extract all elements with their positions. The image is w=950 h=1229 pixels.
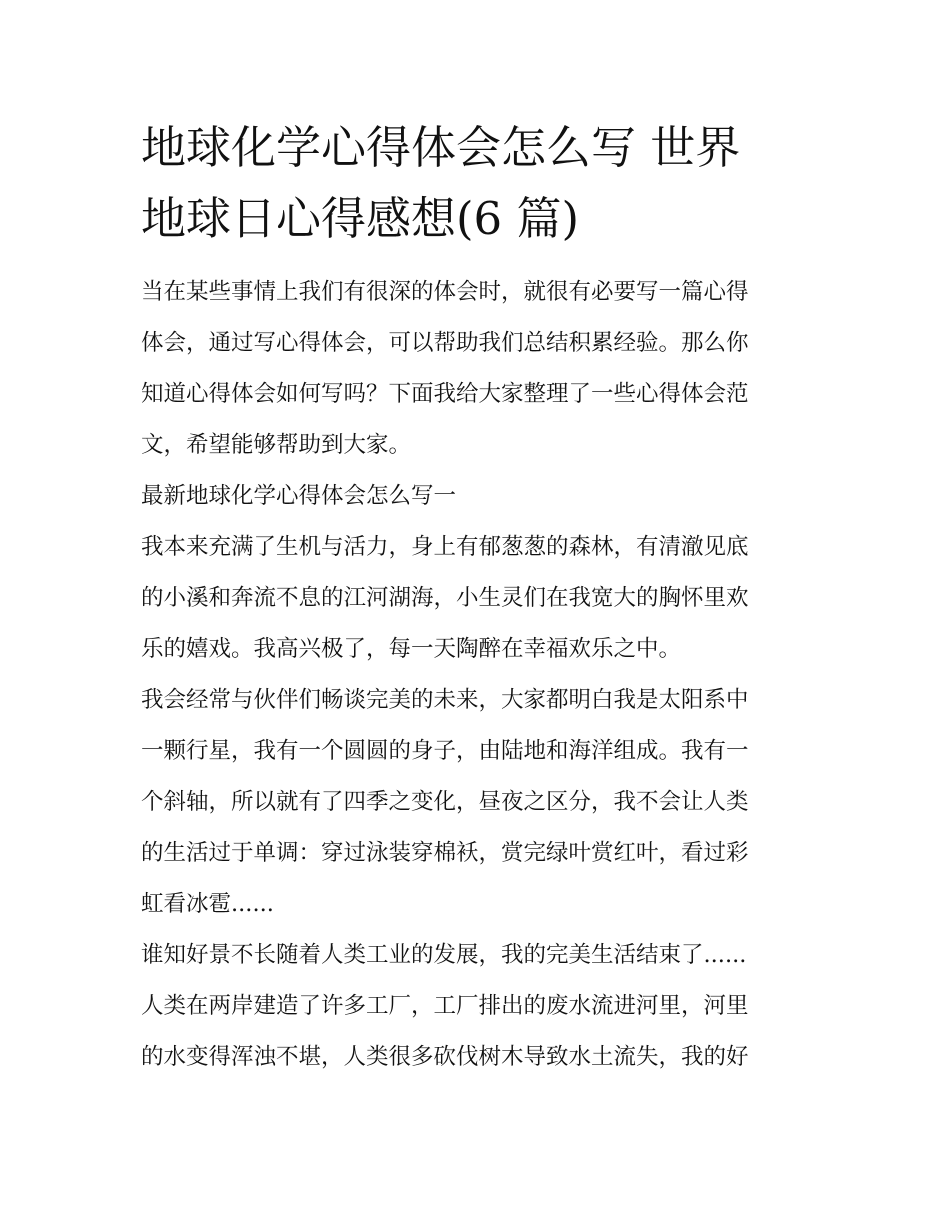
document-title [141,112,813,254]
text-line: 谁知好景不长随着人类工业的发展，我的完美生活结束了...... [141,942,747,968]
text-line: 一颗行星，我有一个圆圆的身子，由陆地和海洋组成。我有一 [141,738,749,764]
text-line: 虹看冰雹...... [141,891,274,917]
text-line: 最新地球化学心得体会怎么写一 [141,483,457,509]
document-body [141,267,813,1083]
body-paragraph [141,675,813,930]
body-paragraph [141,981,813,1083]
text-line: 我本来充满了生机与活力，身上有郁葱葱的森林，有清澈见底 [141,534,749,560]
text-line: 当在某些事情上我们有很深的体会时，就很有必要写一篇心得 [141,279,749,305]
title-line: 地球化学心得体会怎么写 世界 [141,121,741,174]
body-paragraph [141,930,813,981]
text-line: 知道心得体会如何写吗？下面我给大家整理了一些心得体会范 [141,381,749,407]
intro-paragraph [141,267,813,471]
text-line: 文，希望能够帮助到大家。 [141,432,412,458]
text-line: 个斜轴，所以就有了四季之变化，昼夜之区分，我不会让人类 [141,789,749,815]
text-line: 的生活过于单调：穿过泳装穿棉袄，赏完绿叶赏红叶，看过彩 [141,840,749,866]
body-paragraph [141,522,813,675]
document-page [141,112,813,1083]
text-line: 乐的嬉戏。我高兴极了，每一天陶醉在幸福欢乐之中。 [141,636,682,662]
title-line: 地球日心得感想(6 篇) [141,192,580,245]
text-line: 体会，通过写心得体会，可以帮助我们总结积累经验。那么你 [141,330,749,356]
section-heading [141,471,813,522]
text-line: 的水变得浑浊不堪，人类很多砍伐树木导致水土流失，我的好 [141,1044,749,1070]
text-line: 的小溪和奔流不息的江河湖海，小生灵们在我宽大的胸怀里欢 [141,585,749,611]
text-line: 我会经常与伙伴们畅谈完美的未来，大家都明白我是太阳系中 [141,687,749,713]
text-line: 人类在两岸建造了许多工厂，工厂排出的废水流进河里，河里 [141,993,749,1019]
